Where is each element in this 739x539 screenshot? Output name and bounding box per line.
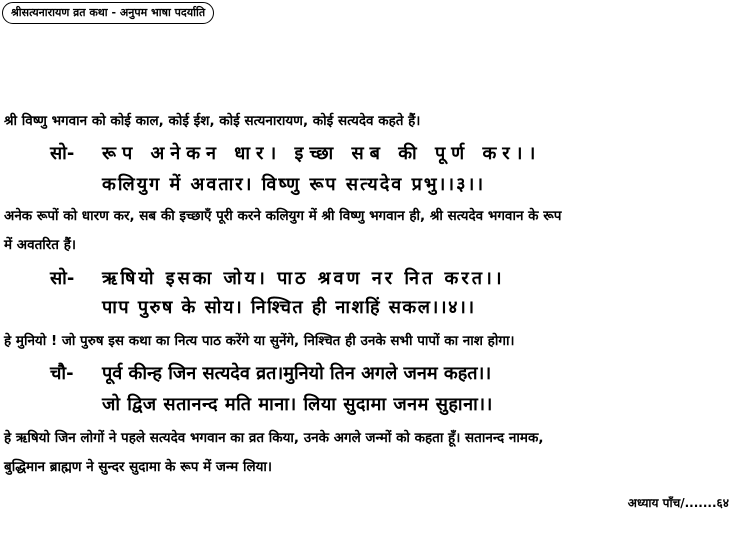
verse-2-line-1: ऋषियो इसका जोय। पाठ श्रवण नर नित करत।। xyxy=(102,268,505,289)
verse-3-line-2: जो द्विज सतानन्द मति माना। लिया सुदामा जनम सुहाना।। xyxy=(102,394,493,415)
header-title: श्रीसत्यनारायण व्रत कथा - अनुपम भाषा पदर्याति xyxy=(2,2,214,24)
verse-3-line-1: पूर्व कीन्ह जिन सत्यदेव व्रत।मुनियो तिन अगले जनम कहत।। xyxy=(102,363,492,384)
verse-3-label: चौ- xyxy=(50,363,74,384)
verse-1-line-2: कलियुग में अवतार। विष्णु रूप सत्यदेव प्रभु।।३।। xyxy=(102,174,486,195)
paragraph-4-line-2: बुद्धिमान ब्राह्मण ने सुन्दर सुदामा के रूप में जन्म लिया। xyxy=(4,459,273,475)
verse-1-label: सो- xyxy=(50,143,75,164)
paragraph-4-line-1: हे ऋषियो जिन लोगों ने पहले सत्यदेव भगवान का व्रत किया, उनके अगले जन्मों को कहता हूँ। सतानन्द नामक, xyxy=(4,430,544,446)
paragraph-2-line-1: अनेक रूपों को धारण कर, सब की इच्छाएँ पूरी करने कलियुग में श्री विष्णु भगवान ही, श्री सत्यदेव भगवान के रूप xyxy=(4,208,562,224)
verse-2-label: सो- xyxy=(50,268,75,289)
verse-2-line-2: पाप पुरुष के सोय। निश्चित ही नाशहिं सकल।।४।। xyxy=(102,297,476,318)
page-footer: अध्याय पाँच/.......६४ xyxy=(627,496,729,510)
paragraph-1: श्री विष्णु भगवान को कोई काल, कोई ईश, कोई सत्यनारायण, कोई सत्यदेव कहते हैं। xyxy=(4,113,421,129)
paragraph-3: हे मुनियो ! जो पुरुष इस कथा का नित्य पाठ करेंगे या सुनेंगे, निश्चित ही उनके सभी पापों का नाश होगा। xyxy=(4,333,515,349)
verse-1-line-1: रूप अनेकन धार। इच्छा सब की पूर्ण कर।। xyxy=(102,143,542,164)
paragraph-2-line-2: में अवतरित हैं। xyxy=(4,237,76,253)
